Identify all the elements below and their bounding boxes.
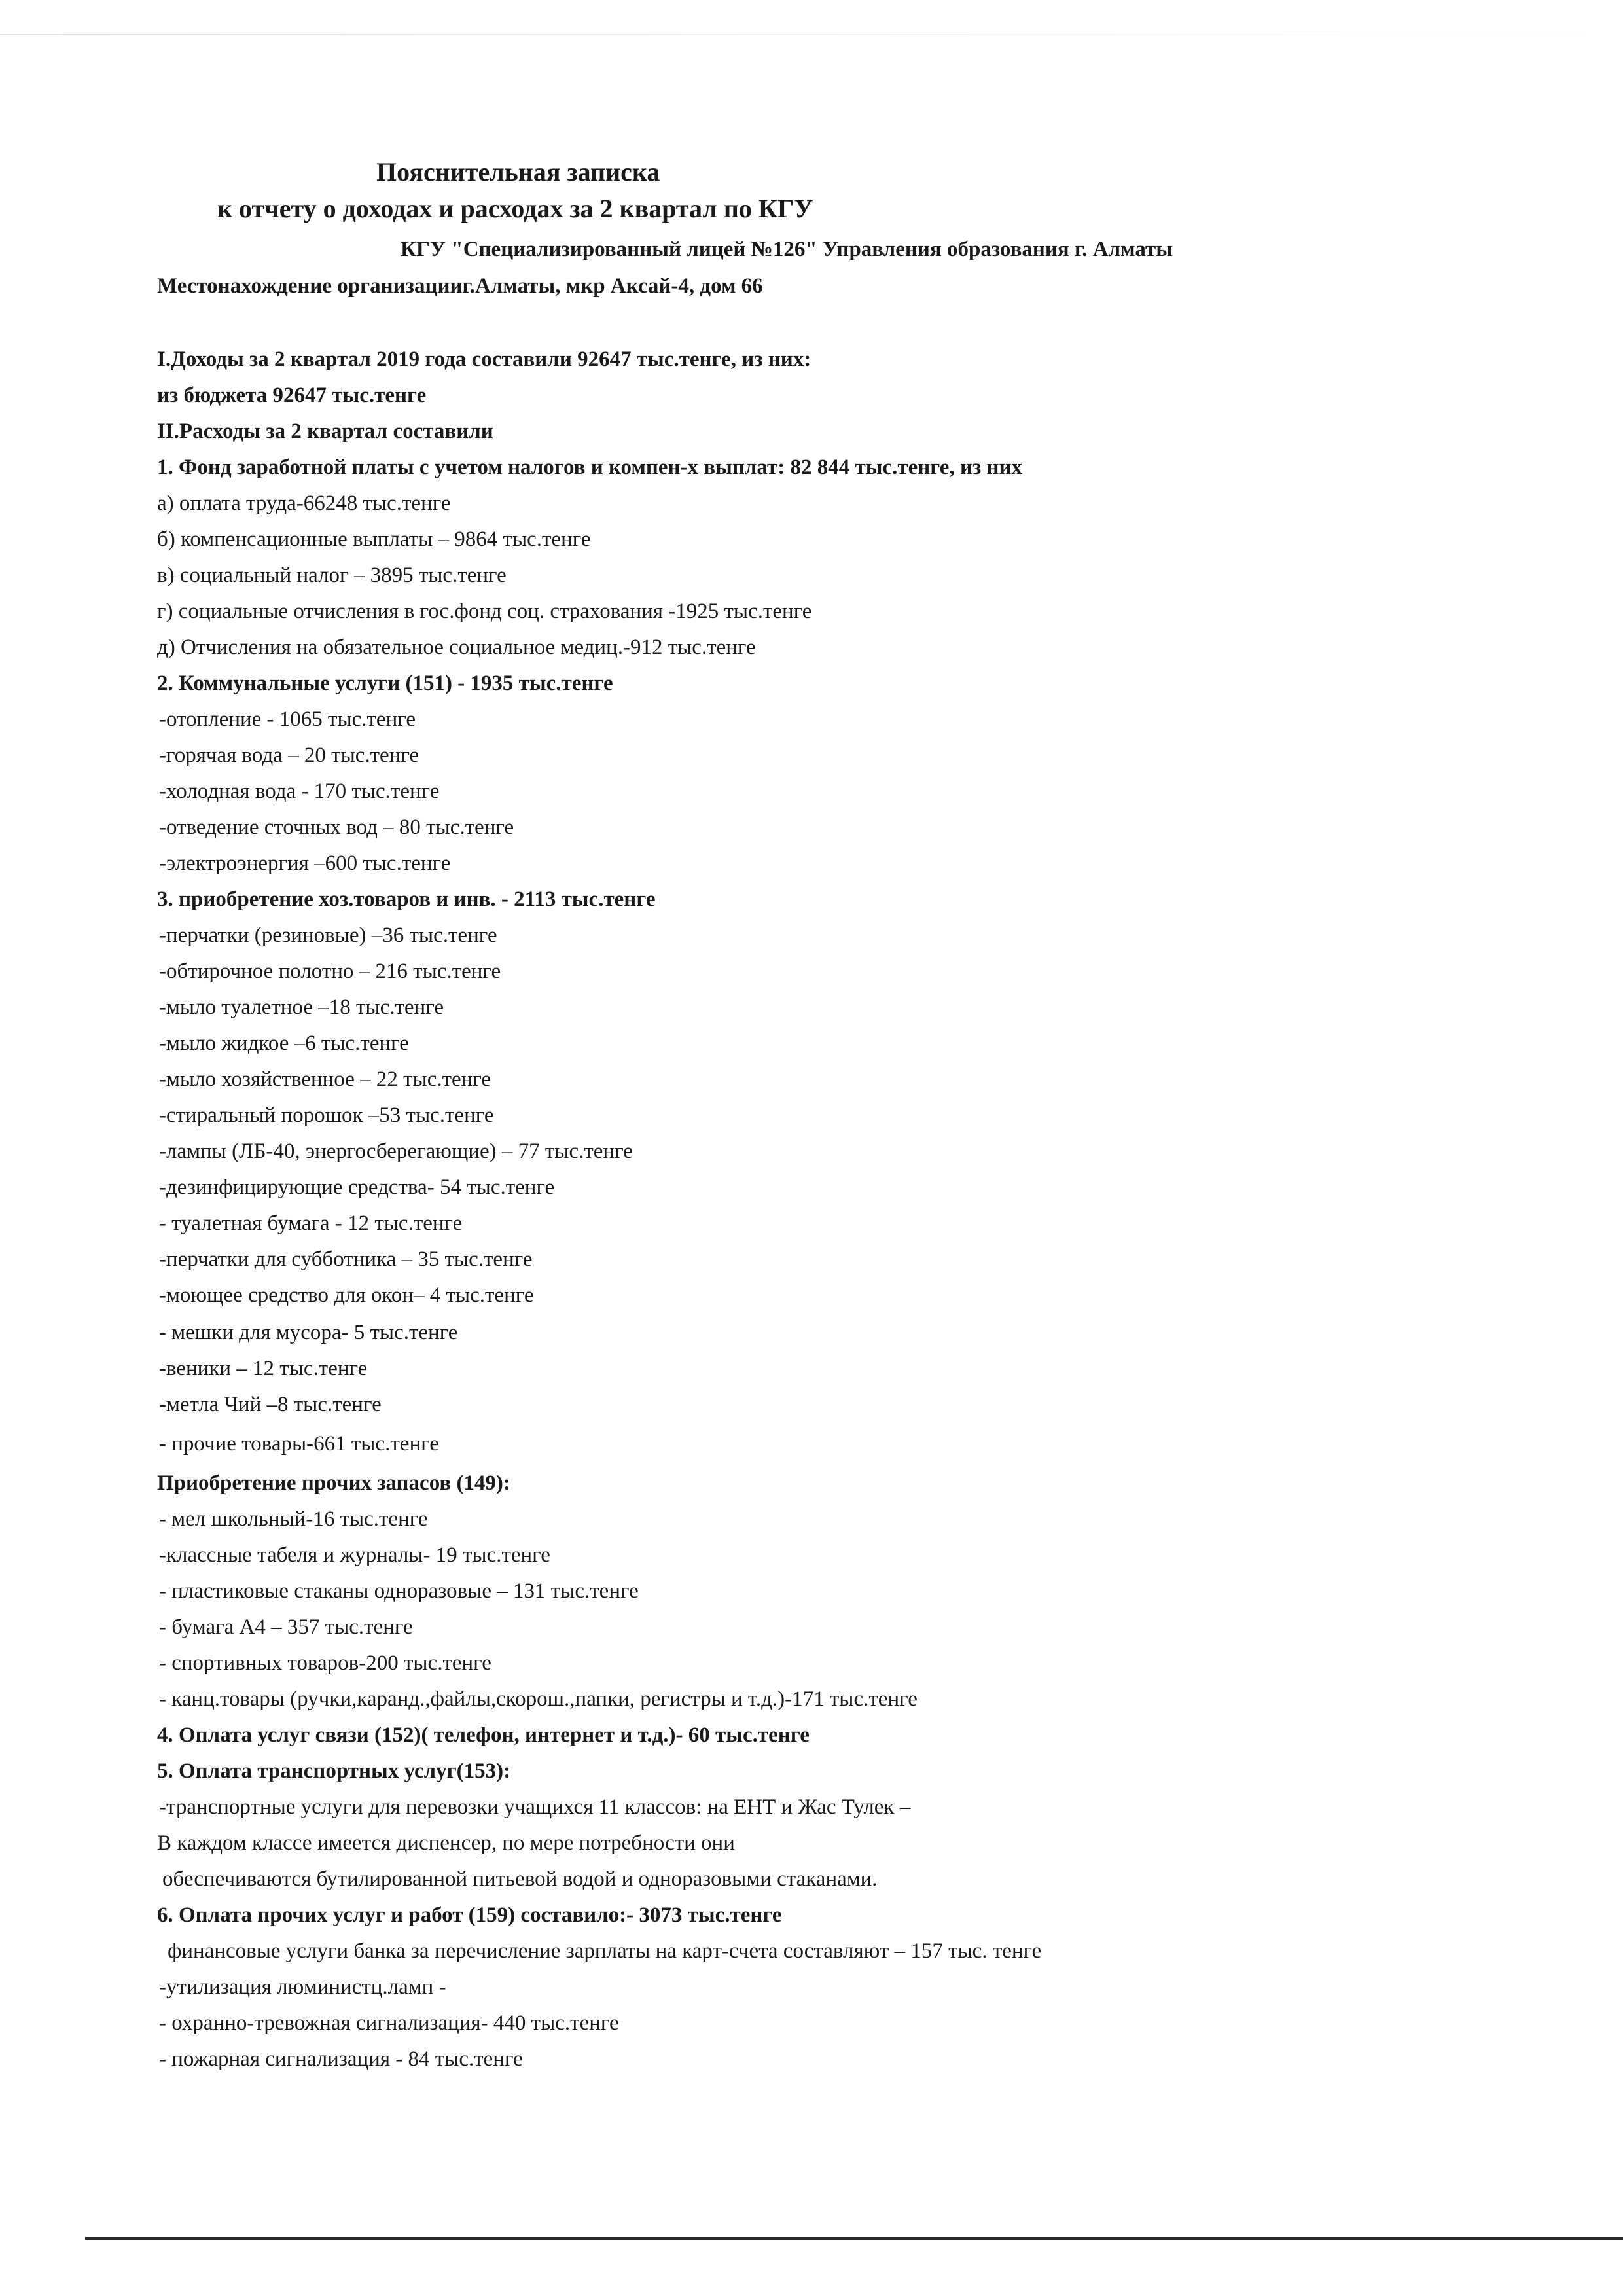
paragraph-line: обеспечиваются бутилированной питьевой водой и одноразовыми стаканами.	[162, 1867, 878, 1891]
list-item: -утилизация люминистц.ламп -	[159, 1975, 446, 1999]
list-item: б) компенсационные выплаты – 9864 тыс.тенге	[157, 528, 591, 551]
list-item: -мыло хозяйственное – 22 тыс.тенге	[159, 1067, 491, 1091]
section-heading-6: 6. Оплата прочих услуг и работ (159) составило:- 3073 тыс.тенге	[157, 1903, 782, 1927]
list-item: - прочие товары-661 тыс.тенге	[159, 1432, 439, 1456]
section-heading-1: 1. Фонд заработной платы с учетом налогов и компен-х выплат: 82 844 тыс.тенге, из них	[157, 456, 1022, 479]
list-item: -веники – 12 тыс.тенге	[159, 1357, 368, 1380]
list-item: - пластиковые стаканы одноразовые – 131 тыс.тенге	[159, 1579, 639, 1603]
list-item: -мыло жидкое –6 тыс.тенге	[159, 1031, 409, 1055]
list-item: - пожарная сигнализация - 84 тыс.тенге	[159, 2047, 523, 2071]
list-item: -электроэнергия –600 тыс.тенге	[159, 852, 451, 875]
document-subtitle: к отчету о доходах и расходах за 2 квартал по КГУ	[217, 194, 813, 223]
list-item: финансовые услуги банка за перечисление зарплаты на карт-счета составляют – 157 тыс. тенге	[168, 1939, 1042, 1963]
list-item: -обтирочное полотно – 216 тыс.тенге	[159, 960, 501, 983]
list-item: -лампы (ЛБ-40, энергосберегающие) – 77 тыс.тенге	[159, 1139, 633, 1163]
income-budget: из бюджета 92647 тыс.тенге	[157, 384, 427, 407]
document-title: Пояснительная записка	[376, 157, 660, 187]
list-item: -классные табеля и журналы- 19 тыс.тенге	[159, 1543, 550, 1567]
scan-edge-bottom	[85, 2237, 1623, 2240]
list-item: -отопление - 1065 тыс.тенге	[159, 708, 416, 731]
list-item: -холодная вода - 170 тыс.тенге	[159, 780, 440, 803]
list-item: -перчатки для субботника – 35 тыс.тенге	[159, 1247, 533, 1271]
list-item: -мыло туалетное –18 тыс.тенге	[159, 996, 444, 1019]
list-item: а) оплата труда-66248 тыс.тенге	[157, 492, 451, 515]
list-item: - канц.товары (ручки,каранд.,файлы,скорош.,папки, регистры и т.д.)-171 тыс.тенге	[159, 1687, 918, 1711]
list-item: -горячая вода – 20 тыс.тенге	[159, 744, 419, 767]
list-item: -моющее средство для окон– 4 тыс.тенге	[159, 1283, 534, 1307]
section-heading-2: 2. Коммунальные услуги (151) - 1935 тыс.тенге	[157, 672, 613, 695]
list-item: - бумага А4 – 357 тыс.тенге	[159, 1615, 413, 1639]
income-heading: I.Доходы за 2 квартал 2019 года составили 92647 тыс.тенге, из них:	[157, 348, 812, 371]
list-item: -перчатки (резиновые) –36 тыс.тенге	[159, 924, 497, 947]
list-item: д) Отчисления на обязательное социальное медиц.-912 тыс.тенге	[157, 636, 756, 659]
list-item: г) социальные отчисления в гос.фонд соц. страхования -1925 тыс.тенге	[157, 600, 812, 623]
list-item: -стиральный порошок –53 тыс.тенге	[159, 1103, 494, 1127]
section-heading-4: 4. Оплата услуг связи (152)( телефон, интернет и т.д.)- 60 тыс.тенге	[157, 1723, 810, 1747]
scan-edge-top	[0, 34, 1623, 35]
list-item: -метла Чий –8 тыс.тенге	[159, 1393, 382, 1416]
list-item: - мешки для мусора- 5 тыс.тенге	[159, 1321, 458, 1344]
list-item: -отведение сточных вод – 80 тыс.тенге	[159, 816, 514, 839]
list-item: - охранно-тревожная сигнализация- 440 тыс.тенге	[159, 2011, 619, 2035]
list-item: -дезинфицирующие средства- 54 тыс.тенге	[159, 1175, 555, 1199]
organization-location: Местонахождение организацииг.Алматы, мкр Аксай-4, дом 66	[157, 274, 763, 298]
list-item: - мел школьный-16 тыс.тенге	[159, 1507, 428, 1531]
list-item: -транспортные услуги для перевозки учащихся 11 классов: на ЕНТ и Жас Тулек –	[159, 1795, 911, 1819]
paragraph-line: В каждом классе имеется диспенсер, по мере потребности они	[157, 1831, 735, 1855]
list-item: - туалетная бумага - 12 тыс.тенге	[159, 1211, 463, 1235]
section-heading-5: 5. Оплата транспортных услуг(153):	[157, 1759, 511, 1783]
organization-name: КГУ "Специализированный лицей №126" Управления образования г. Алматы	[401, 238, 1173, 261]
list-item: - спортивных товаров-200 тыс.тенге	[159, 1651, 491, 1675]
list-item: в) социальный налог – 3895 тыс.тенге	[157, 564, 507, 587]
expenses-heading: II.Расходы за 2 квартал составили	[157, 420, 493, 443]
section-heading-3: 3. приобретение хоз.товаров и инв. - 2113 тыс.тенге	[157, 888, 656, 911]
section-heading-stock: Приобретение прочих запасов (149):	[157, 1471, 510, 1495]
